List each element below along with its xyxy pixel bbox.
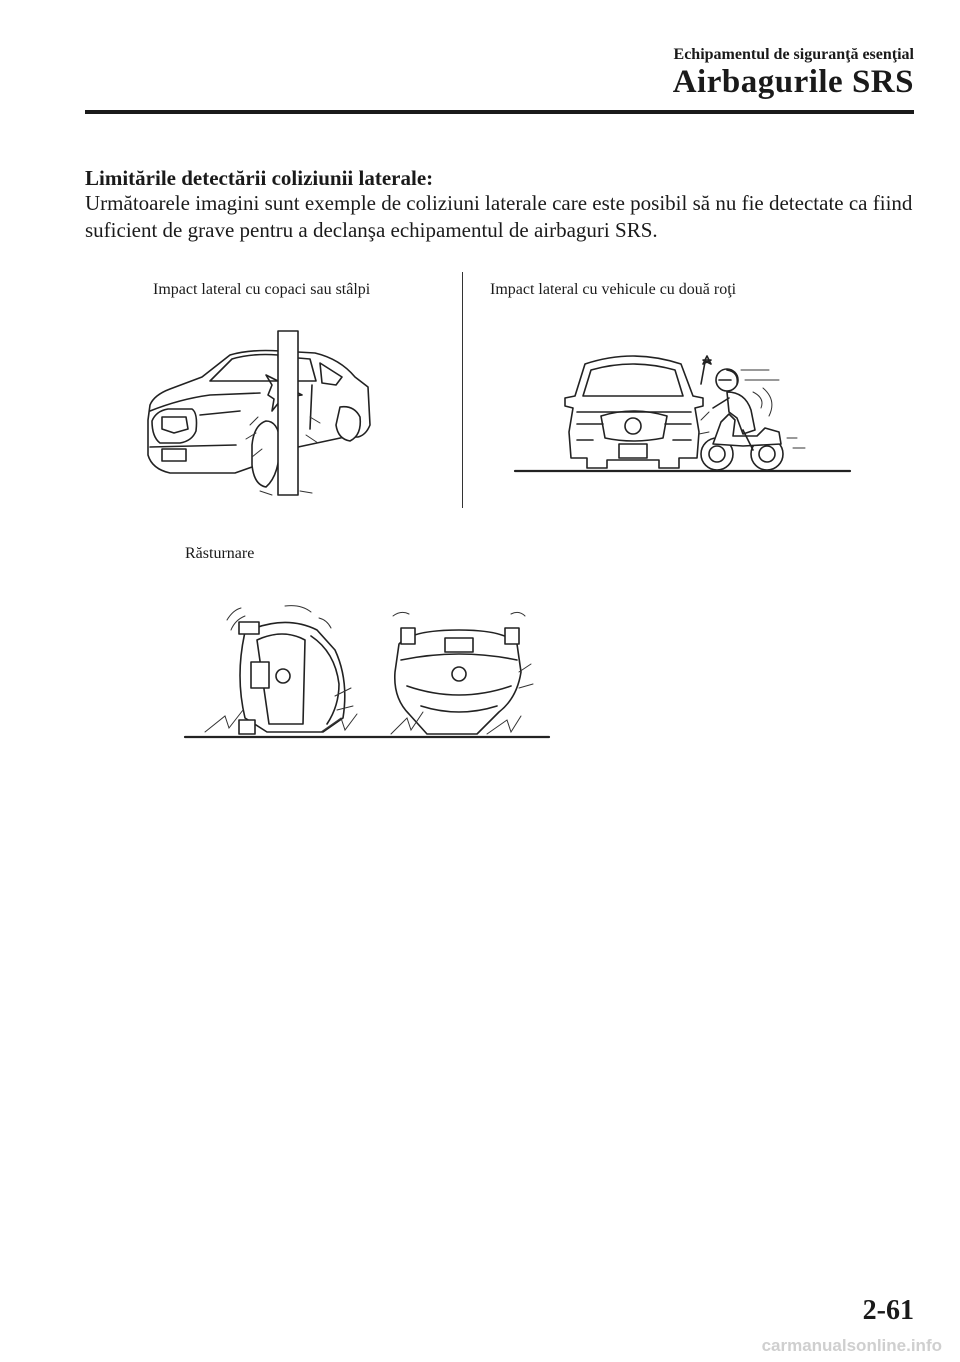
running-section-title: Echipamentul de siguranţă esenţial [673,46,914,63]
header-rule [85,110,914,114]
car-rollover-illustration [185,600,555,745]
section-heading: Limitările detectării coliziunii laterale: [85,166,434,190]
running-page-title: Airbagurile SRS [672,64,914,100]
page-number: 2-61 [862,1295,914,1326]
car-pole-impact-illustration [140,325,380,500]
figure-caption-pole-impact: Impact lateral cu copaci sau stâlpi [153,281,371,298]
watermark: carmanualsonline.info [761,1336,942,1355]
section-body-text: Următoarele imagini sunt exemple de coliziuni laterale care este posibil să nu fie detectate ca fiind suficient de grave pentru a declanşa echipamentul de airbaguri SRS. [85,191,913,242]
figure-caption-two-wheeler-impact: Impact lateral cu vehicule cu două roţi [490,281,737,298]
car-scooter-impact-illustration [515,340,855,480]
figure-divider [462,272,463,508]
figure-caption-rollover: Răsturnare [185,545,255,562]
